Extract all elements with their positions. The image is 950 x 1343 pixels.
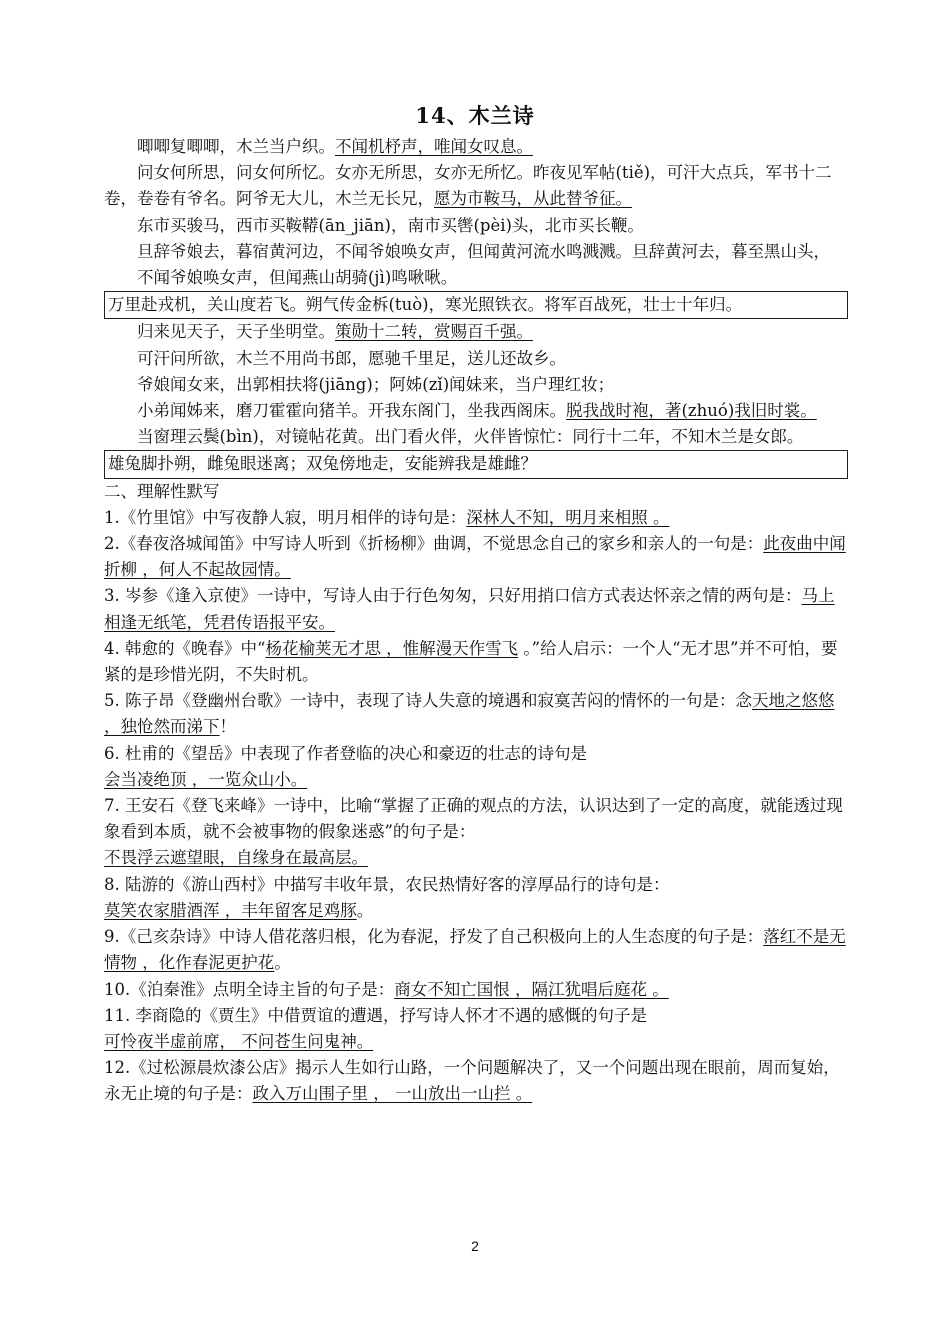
question-item — [104, 636, 848, 688]
question-item — [104, 583, 848, 635]
poem-paragraph — [104, 398, 848, 424]
poem-paragraph: 不闻爷娘唤女声，但闻燕山胡骑(jì)鸣啾啾。 — [137, 268, 458, 288]
poem-paragraph — [104, 134, 848, 160]
answer-text: 马上相逢无纸笔，凭君传语报平安。 — [104, 586, 835, 632]
question-item — [104, 1055, 848, 1107]
poem-text: 唧唧复唧唧，木兰当户织。 — [137, 137, 335, 156]
question-trailing-text: ！ — [219, 717, 236, 737]
question-item — [104, 741, 848, 793]
underlined-text: 愿为市鞍马，从此替爷征。 — [434, 189, 632, 209]
poem-paragraph — [104, 319, 848, 345]
boxed-poem-line: 万里赴戎机，关山度若飞。朔气传金柝(tuò)，寒光照铁衣。将军百战死，壮士十年归。 — [104, 291, 848, 319]
answer-text: 可怜夜半虚前席， 不问苍生问鬼神。 — [104, 1031, 374, 1051]
question-item — [104, 688, 848, 740]
question-item — [104, 872, 848, 924]
question-trailing-text: 。 — [274, 953, 291, 973]
answer-text: 深林人不知，明月来相照 。 — [466, 507, 670, 527]
poem-text: 小弟闻姊来，磨刀霍霍向猪羊。开我东阁门，坐我西阁床。 — [137, 401, 566, 421]
poem-text: 问女何所思，问女何所忆。女亦无所思，女亦无所忆。昨夜见军帖(tiě)，可汗大点兵，军书十二卷，卷卷有爷名。阿爷无大儿，木兰无长兄， — [104, 163, 832, 209]
question-item — [104, 505, 848, 531]
question-text: 1.《竹里馆》中写夜静人寂，明月相伴的诗句是： — [104, 507, 467, 527]
answer-text: 莫笑农家腊酒浑 ，丰年留客足鸡豚 — [104, 900, 357, 920]
question-trailing-text: 。”给人启示：一个人“无才思”并不可怕，要紧的是珍惜光阴，不失时机。 — [104, 638, 838, 685]
answer-text: 杨花榆荚无才思 ，惟解漫天作雪飞 — [265, 638, 519, 658]
answer-text: 落红不是无情物 ，化作春泥更护花 — [104, 927, 846, 973]
lesson-title: 14、木兰诗 — [415, 103, 535, 128]
question-text: 11. 李商隐的《贾生》中借贾谊的遭遇，抒写诗人怀才不遇的感慨的句子是 — [104, 1005, 647, 1025]
question-list — [104, 505, 848, 1108]
poem-paragraph: 东市买骏马，西市买鞍鞯(ān_jiān)，南市买辔(pèi)头，北市买长鞭。 — [137, 215, 644, 235]
question-text: 10.《泊秦淮》点明全诗主旨的句子是： — [104, 979, 395, 999]
answer-text: 此夜曲中闻折柳 ，何人不起故园情。 — [104, 534, 846, 580]
question-text: 9.《己亥杂诗》中诗人借花落归根，化为春泥，抒发了自己积极向上的人生态度的句子是： — [104, 927, 764, 947]
answer-text: 会当凌绝顶 ，一览众山小。 — [104, 769, 308, 789]
answer-text: 政入万山围子里 ， 一山放出一山拦 。 — [252, 1084, 533, 1104]
poem-paragraph — [104, 160, 848, 212]
question-text: 4. 韩愈的《晚春》中“ — [104, 638, 266, 658]
question-trailing-text: 。 — [356, 900, 374, 920]
poem-text: 归来见天子，天子坐明堂。 — [137, 322, 335, 342]
section-heading: 二、理解性默写 — [104, 481, 220, 501]
question-text: 6. 杜甫的《望岳》中表现了作者登临的决心和豪迈的壮志的诗句是 — [104, 743, 587, 763]
answer-text: 天地之悠悠 ，独怆然而涕下 — [104, 691, 835, 737]
question-item — [104, 531, 848, 583]
question-text: 3. 岑参《逢入京使》一诗中，写诗人由于行色匆匆，只好用捎口信方式表达怀亲之情的两句是： — [104, 586, 802, 606]
question-text: 7. 王安石《登飞来峰》一诗中，比喻“掌握了正确的观点的方法，认识达到了一定的高度，就能透过现象看到本质，就不会被事物的假象迷惑”的句子是： — [104, 796, 843, 842]
answer-text: 商女不知亡国恨 ，隔江犹唱后庭花 。 — [394, 979, 669, 999]
question-text: 2.《春夜洛城闻笛》中写诗人听到《折杨柳》曲调，不觉思念自己的家乡和亲人的一句是： — [104, 534, 764, 554]
question-item — [104, 793, 848, 872]
question-item — [104, 1003, 848, 1055]
page-number: 2 — [471, 1238, 479, 1254]
answer-text: 不畏浮云遮望眼，自缘身在最高层。 — [104, 848, 368, 868]
question-item — [104, 924, 848, 976]
boxed-poem-line: 雄兔脚扑朔，雌兔眼迷离；双兔傍地走，安能辨我是雄雌？ — [104, 450, 848, 478]
poem-paragraph: 当窗理云鬓(bìn)，对镜帖花黄。出门看火伴，火伴皆惊忙：同行十二年，不知木兰是女郎。 — [137, 427, 804, 447]
question-text: 12.《过松源晨炊漆公店》揭示人生如行山路，一个问题解决了，又一个问题出现在眼前，周而复始，永无止境的句子是： — [104, 1058, 840, 1104]
poem-paragraph: 旦辞爷娘去，暮宿黄河边，不闻爷娘唤女声，但闻黄河流水鸣溅溅。旦辞黄河去，暮至黑山头， — [137, 241, 830, 261]
question-text: 5. 陈子昂《登幽州台歌》一诗中，表现了诗人失意的境遇和寂寞苦闷的情怀的一句是：念 — [104, 691, 752, 711]
underlined-text: 策勋十二转，赏赐百千强。 — [335, 322, 533, 342]
poem-paragraph: 爷娘闻女来，出郭相扶将(jiāng)；阿姊(zǐ)闻妹来，当户理红妆； — [137, 374, 615, 394]
underlined-text: 不闻机杼声，唯闻女叹息。 — [335, 137, 533, 156]
underlined-text: 脱我战时袍，著(zhuó)我旧时裳。 — [566, 401, 817, 421]
poem-paragraph: 可汗问所欲，木兰不用尚书郎，愿驰千里足，送儿还故乡。 — [137, 348, 566, 368]
question-text: 8. 陆游的《游山西村》中描写丰收年景，农民热情好客的淳厚品行的诗句是： — [104, 874, 670, 894]
question-item — [104, 977, 848, 1003]
document-body — [104, 134, 848, 1108]
